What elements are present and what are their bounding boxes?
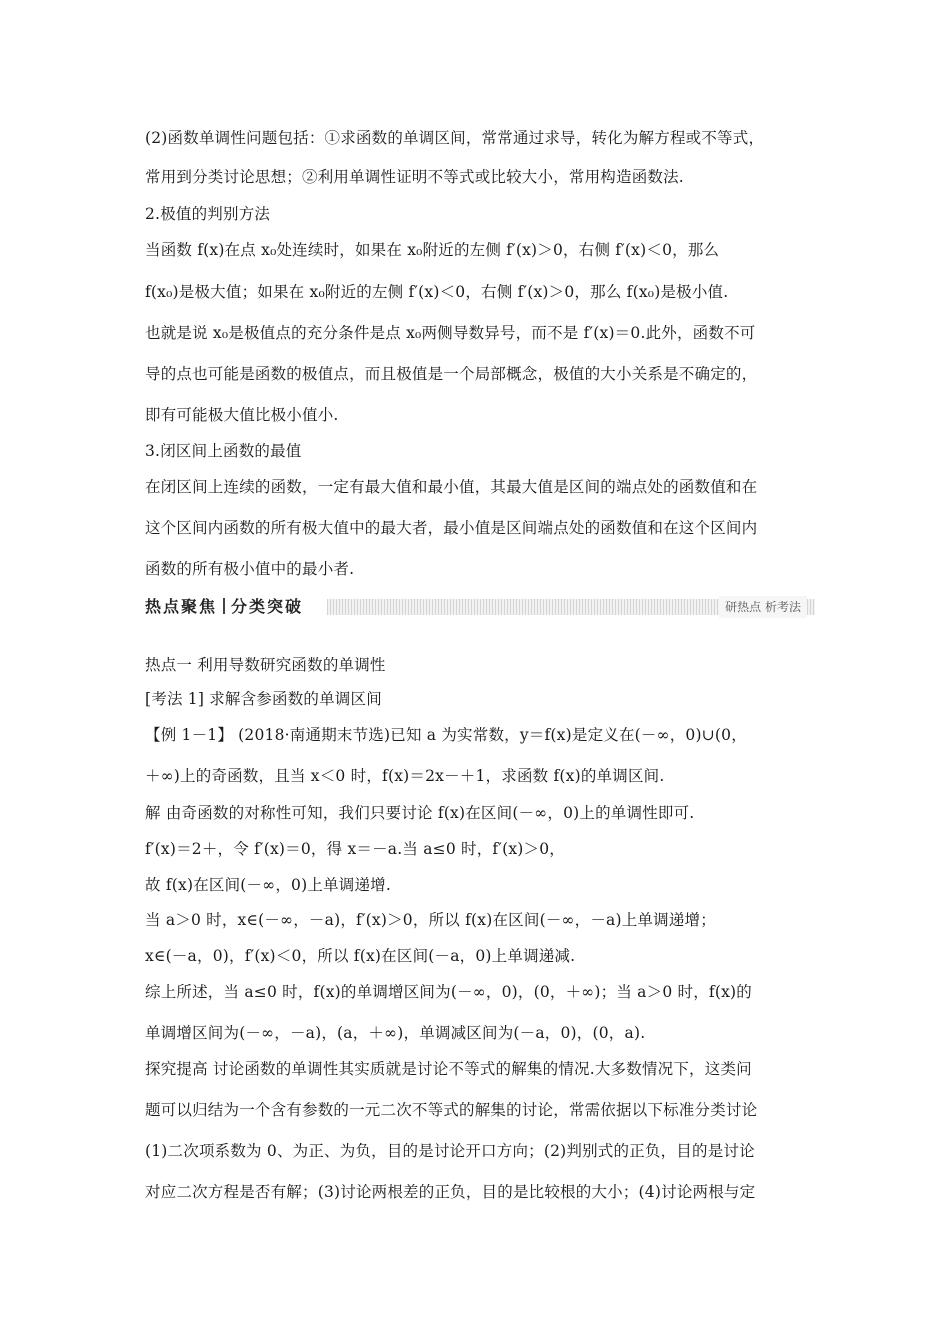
text-line: 常用到分类讨论思想；②利用单调性证明不等式或比较大小，常用构造函数法. (145, 168, 684, 186)
text-line: 在闭区间上连续的函数，一定有最大值和最小值，其最大值是区间的端点处的函数值和在 (145, 478, 758, 496)
method-heading: [考法 1] 求解含参函数的单调区间 (145, 690, 382, 708)
banner-separator (223, 598, 225, 614)
banner-title-part-2: 分类突破 (231, 597, 304, 616)
insight-line: (1)二次项系数为 0、为正、为负，目的是讨论开口方向；(2)判别式的正负，目的是讨论 (145, 1142, 755, 1160)
text-line: f(x₀)是极大值；如果在 x₀附近的左侧 f′(x)＜0，右侧 f′(x)＞0，那么 f(x₀)是极小值. (145, 283, 729, 301)
solution-line: 故 f(x)在区间(－∞，0)上单调递增. (145, 876, 391, 894)
solution-line: x∈(－a，0)，f′(x)＜0，所以 f(x)在区间(－a，0)上单调递减. (145, 947, 576, 965)
insight-line: 题可以归结为一个含有参数的一元二次不等式的解集的讨论，常需依据以下标准分类讨论 (145, 1101, 758, 1119)
solution-line: f′(x)＝2＋，令 f′(x)＝0，得 x＝－a.当 a≤0 时，f′(x)＞0， (145, 840, 565, 858)
solution-line: 当 a＞0 时，x∈(－∞，－a)，f′(x)＞0，所以 f(x)在区间(－∞，－a)上单调递增； (145, 911, 716, 929)
solution-line: 单调增区间为(－∞，－a)，(a，＋∞)，单调减区间为(－a，0)，(0，a). (145, 1024, 646, 1042)
insight-line: 探究提高 讨论函数的单调性其实质就是讨论不等式的解集的情况.大多数情况下，这类问 (145, 1060, 752, 1078)
text-line: 导的点也可能是函数的极值点，而且极值是一个局部概念，极值的大小关系是不确定的， (145, 365, 758, 383)
text-line: 函数的所有极小值中的最小者. (145, 560, 355, 578)
example-line: 【例 1－1】 (2018·南通期末节选)已知 a 为实常数，y＝f(x)是定义在(－∞，0)∪(0， (145, 726, 747, 744)
example-line: ＋∞)上的奇函数，且当 x＜0 时，f(x)＝2x－＋1，求函数 f(x)的单调区间. (145, 767, 665, 785)
solution-line: 综上所述，当 a≤0 时，f(x)的单调增区间为(－∞，0)，(0，＋∞)；当 a＞0 时，f(x)的 (145, 983, 752, 1001)
text-line: 也就是说 x₀是极值点的充分条件是点 x₀两侧导数异号，而不是 f′(x)＝0.此外，函数不可 (145, 324, 756, 342)
banner-title (145, 596, 303, 618)
text-line: 即有可能极大值比极小值小. (145, 406, 339, 424)
section-heading: 2.极值的判别方法 (145, 205, 271, 223)
hotspot-heading: 热点一 利用导数研究函数的单调性 (145, 656, 386, 674)
section-banner (145, 596, 815, 618)
text-line: (2)函数单调性问题包括：①求函数的单调区间，常常通过求导，转化为解方程或不等式， (145, 129, 765, 147)
insight-line: 对应二次方程是否有解；(3)讨论两根差的正负，目的是比较根的大小；(4)讨论两根与定 (145, 1183, 756, 1201)
banner-subtitle: 研热点 析考法 (719, 596, 807, 618)
banner-title-part-1: 热点聚焦 (145, 597, 218, 616)
solution-line: 解 由奇函数的对称性可知，我们只要讨论 f(x)在区间(－∞，0)上的单调性即可. (145, 804, 695, 822)
text-line: 当函数 f(x)在点 x₀处连续时，如果在 x₀附近的左侧 f′(x)＞0，右侧 f′(x)＜0，那么 (145, 241, 720, 259)
section-heading: 3.闭区间上函数的最值 (145, 442, 302, 460)
text-line: 这个区间内函数的所有极大值中的最大者，最小值是区间端点处的函数值和在这个区间内 (145, 519, 758, 537)
